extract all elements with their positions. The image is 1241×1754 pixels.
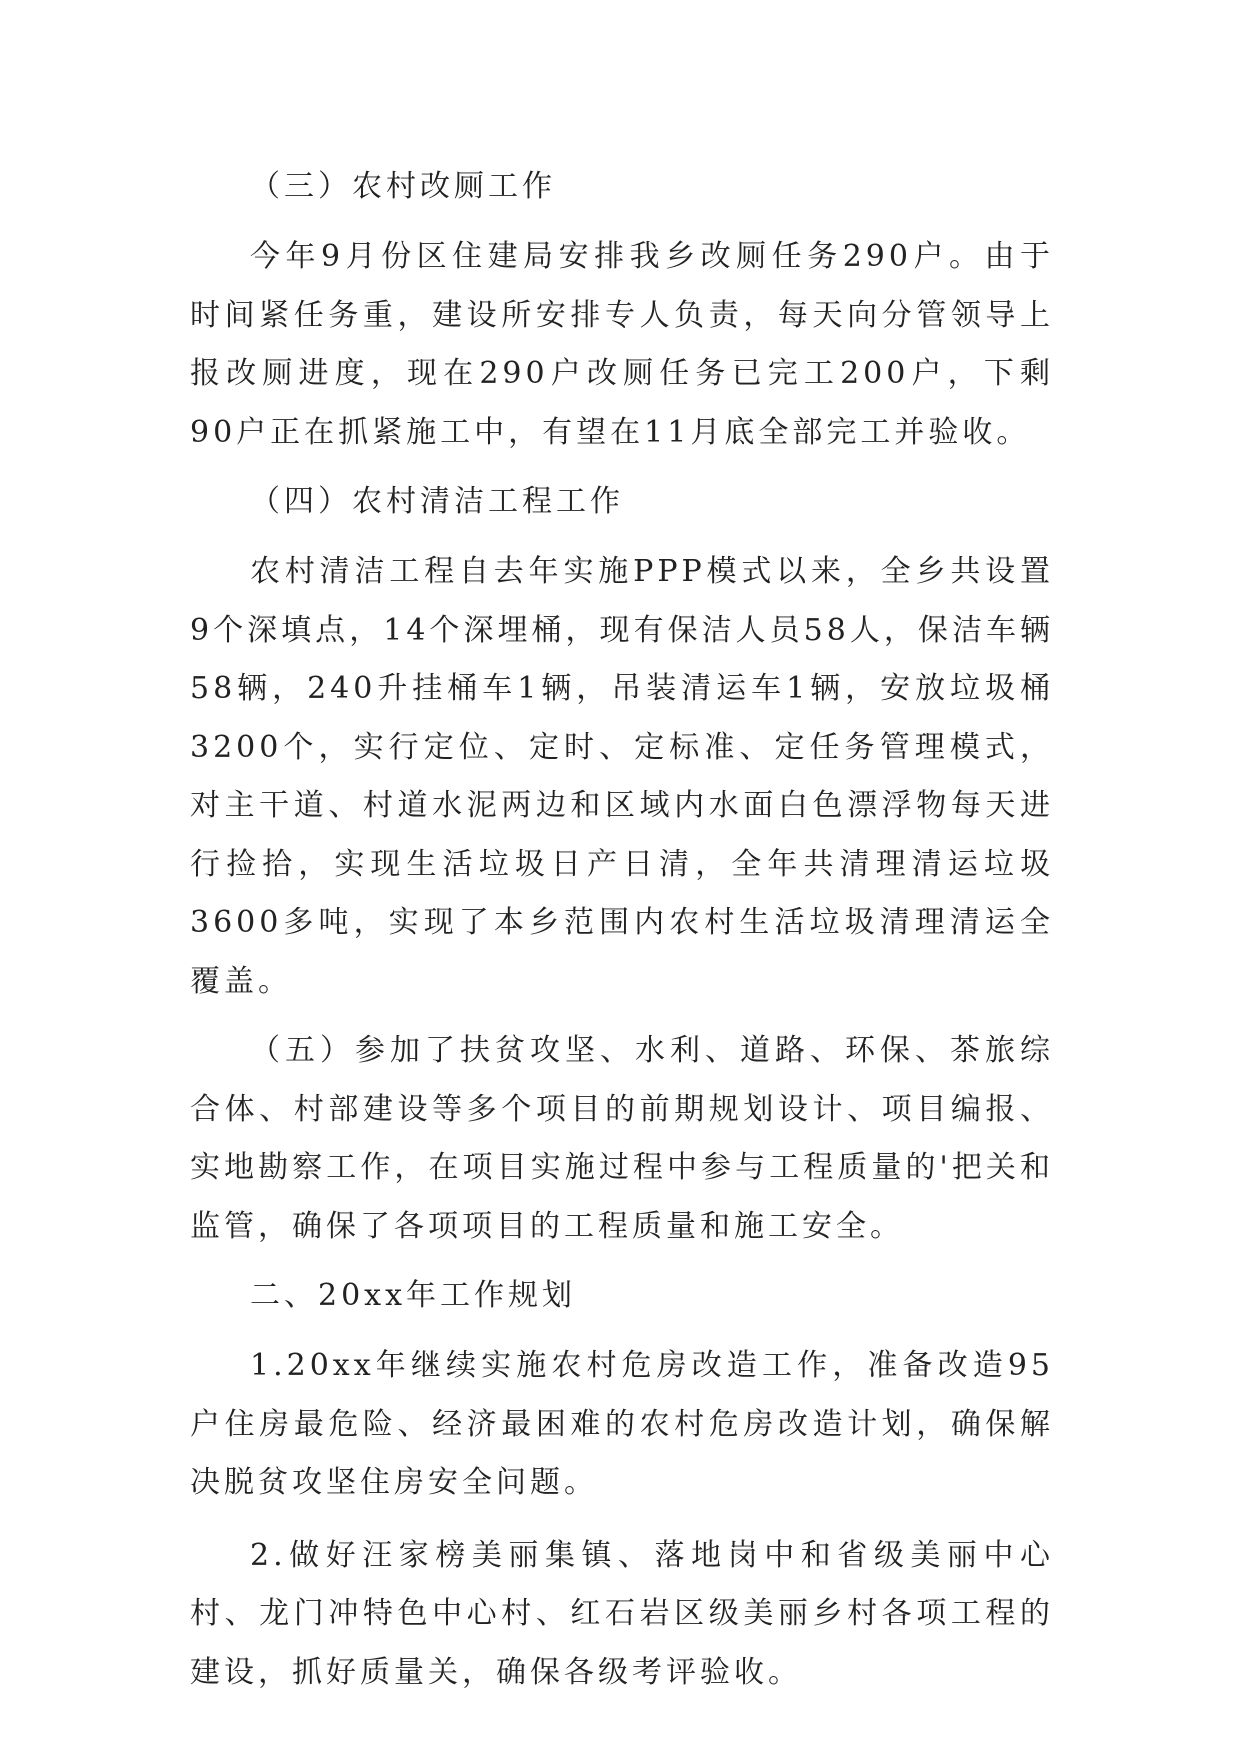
paragraph-rural-cleaning: 农村清洁工程自去年实施PPP模式以来，全乡共设置9个深填点，14个深埋桶，现有保洁人员58人，保洁车辆58辆，240升挂桶车1辆，吊装清运车1辆，安放垃圾桶3200个，实行定位、定时、定标准、定任务管理模式，对主干道、村道水泥两边和区域内水面白色漂浮物每天进行捡拾，实现生活垃圾日产日清，全年共清理清运垃圾3600多吨，实现了本乡范围内农村生活垃圾清理清运全覆盖。 — [190, 554, 1054, 999]
paragraph-plan-item-1: 1.20xx年继续实施农村危房改造工作，准备改造95户住房最危险、经济最困难的农村危房改造计划，确保解决脱贫攻坚住房安全问题。 — [190, 1348, 1054, 1500]
section-heading-rural-cleaning: （四）农村清洁工程工作 — [250, 484, 624, 519]
document-page — [190, 158, 1054, 1713]
section-heading-toilet-renovation: （三）农村改厕工作 — [250, 169, 556, 204]
paragraph-project-participation: （五）参加了扶贫攻坚、水利、道路、环保、茶旅综合体、村部建设等多个项目的前期规划设计、项目编报、实地勘察工作，在项目实施过程中参与工程质量的'把关和监管，确保了各项项目的工程质量和施工安全。 — [190, 1033, 1054, 1244]
paragraph-plan-item-2: 2.做好汪家榜美丽集镇、落地岗中和省级美丽中心村、龙门冲特色中心村、红石岩区级美丽乡村各项工程的建设，抓好质量关，确保各级考评验收。 — [190, 1537, 1054, 1690]
paragraph-toilet-renovation: 今年9月份区住建局安排我乡改厕任务290户。由于时间紧任务重，建设所安排专人负责，每天向分管领导上报改厕进度，现在290户改厕任务已完工200户，下剩90户正在抓紧施工中，有望在11月底全部完工并验收。 — [190, 239, 1054, 450]
section-heading-work-plan: 二、20xx年工作规划 — [250, 1278, 577, 1313]
